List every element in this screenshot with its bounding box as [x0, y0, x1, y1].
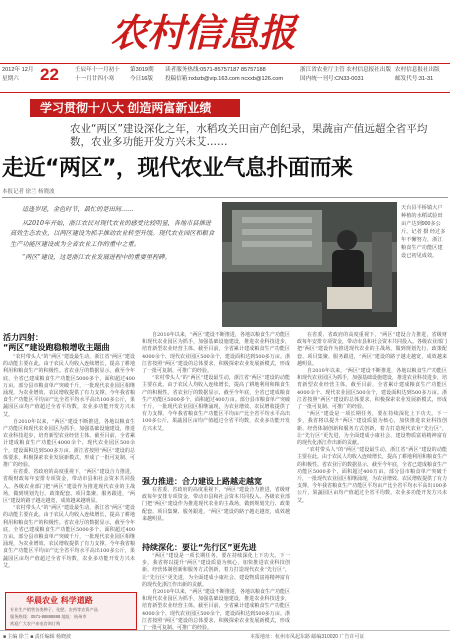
cn-number: 国内统一刊号:CN33-0031 [300, 76, 364, 82]
newspaper-title: 农村信息报 [110, 10, 296, 55]
ad-line: 服务热线：0571-88888888 地址：杭州市 [10, 614, 87, 619]
article-headline: 走近“两区”，现代农业气息扑面而来 [2, 156, 353, 181]
column-text: 在省委、省政府的高度重视下，“两区”建设合力推进，省级财政每年安排专项资金，带动市县和社会资本共同投入。各级农业部门把“两区”建设作为推进现代农业的主战场，做到规划先行、政策配套、项目集聚、服务跟进，“两区”建设的路子越走越宽，成效越来越明显。 [142, 487, 290, 522]
footer-address: 本报地址：杭州市凤起东路 邮编310020 广告许可证 [250, 634, 365, 640]
column-text: “农村带头人”的“两区”建设最生动，浙江省“两区”建设的动能主要在此。由于农民人均收入连续增长，提高了耕地利用和粮食生产的积极性。省农业厅的数据显示，截至今年底，全省已建成粮食生产功能区5000多个，面积超过400万亩。部分县市粮食单产突破千斤，一批现代农业园区相继涌现，为农业增效、农民增收提供了有力支撑。今年我省粮食生产功能区平均亩产比全省平均水平高出100多公斤，果蔬园区亩均产值超过全省平均数，农业多功能开发方兴未艾。 [3, 505, 135, 569]
submission-email: 投稿信箱:nxbzb@vip.163.com ncxxb@126.com [165, 76, 283, 82]
column-text: “两区”建设是一项长期任务，要在持续深化上下功夫。下一步，我省将以提升“两区”建设质量为核心，加快推进农业科技创新、经营体制创新和服务方式创新，着力打造现代农业“先行区”，让“先行区”更先进，为全面建成小康社会、建设物质富裕精神富有的现代化浙江作出新的贡献。 [142, 553, 290, 588]
divider [2, 197, 448, 198]
section-heading: 活力四射： [3, 333, 43, 342]
section-heading: 强力推进：合力建设上路越走越宽 [142, 477, 262, 486]
column-text: 自2010年以来，“两区”建设不断推进，各地以粮食生产功能区和现代农业园区为抓手，加强基础设施建设，推进农业科技进步，培育新型农业经营主体。截至目前，全省累计建成粮食生产功能区4000余个、现代农业园区500余个，建设面积达到500多万亩。浙江省按照“两区”建设的总体要求，积极探索农业发展新模式，形成了一批可复制、可推广的经验。 [142, 589, 290, 632]
masthead-info-bar [0, 63, 450, 93]
column-text: 在省委、省政府的高度重视下，“两区”建设合力推进，省级财政每年安排专项资金，带动市县和社会资本共同投入。各级农业部门把“两区”建设作为推进现代农业的主战场，做到规划先行、政策配套、项目集聚、服务跟进，“两区”建设的路子越走越宽，成效越来越明显。 [297, 332, 448, 367]
lunar-date: 壬辰年十一月初十 [75, 67, 120, 73]
column-text: “两区”建设是一项长期任务，要在持续深化上下功夫。下一步，我省将以提升“两区”建设质量为核心，加快推进农业科技创新、经营体制创新和服务方式创新，着力打造现代农业“先行区”，让“先行区”更先进，为全面建成小康社会、建设物质富裕精神富有的现代化浙江作出新的贡献。 [297, 411, 447, 447]
editorial-paragraph: 从2010年开始，浙江农民对现代农业的感受比较明显，各地市县推进高效生态农业，以两区建设为抓手推动农业转型升级。现代农业园区和粮食生产功能区建设成为全省农业工作的重中之重。 [10, 219, 215, 248]
column-text: “农村带头人”的“两区”建设最生动，浙江省“两区”建设的动能主要在此。由于农民人均收入连续增长，提高了耕地利用和粮食生产的积极性。省农业厅的数据显示，截至今年底，全省已建成粮食生产功能区5000多个，面积超过400万亩。部分县市粮食单产突破千斤，一批现代农业园区相继涌现，为农业增效、农民增收提供了有力支撑。今年我省粮食生产功能区平均亩产比全省平均水平高出100多公斤，果蔬园区亩均产值超过全省平均数，农业多功能开发方兴未艾。 [142, 375, 290, 432]
column-text: “农村带头人”的“两区”建设最生动，浙江省“两区”建设的动能主要在此。由于农民人均收入连续增长，提高了耕地利用和粮食生产的积极性。省农业厅的数据显示，截至今年底，全省已建成粮食生产功能区5000多个，面积超过400万亩。部分县市粮食单产突破千斤，一批现代农业园区相继涌现，为农业增效、农民增收提供了有力支撑。今年我省粮食生产功能区平均亩产比全省平均水平高出100多公斤，果蔬园区亩均产值超过全省平均数，农业多功能开发方兴未艾。 [297, 447, 448, 504]
editorial-paragraph: “两区”建设，这是浙江农业发展进程中的重要里程碑。 [22, 254, 171, 261]
section-heading: 持续深化：要让“先行区”更先进 [142, 543, 257, 552]
hotline: 读者服务热线:0571-85757187 85757188 [165, 67, 266, 73]
section-heading: “两区”建设跑稳粮增收主题曲 [3, 343, 110, 352]
ad-title: 华晨农业 科学道路 [26, 596, 93, 605]
column-text: 在省委、省政府的高度重视下，“两区”建设合力推进，省级财政每年安排专项资金，带动市县和社会资本共同投入。各级农业部门把“两区”建设作为推进现代农业的主战场，做到规划先行、政策配套、项目集聚、服务跟进，“两区”建设的路子越走越宽，成效越来越明显。 [3, 469, 135, 505]
article-column [3, 354, 135, 589]
page-footer [0, 630, 450, 641]
article-lead: 农业“两区”建设深化之年，水稻攻关田亩产创纪录，果蔬亩产值远超全省平均数，农业多功能开发方兴未艾…… [70, 123, 428, 148]
ad-line: 专业生产销售各类种子、化肥、农药等农资产品 [10, 607, 98, 612]
lunar-term: 十一月廿四小寒 [75, 76, 115, 82]
column-text: “农村带头人”的“两区”建设最生动，浙江省“两区”建设的动能主要在此。由于农民人均收入连续增长，提高了耕地利用和粮食生产的积极性。省农业厅的数据显示，截至今年底，全省已建成粮食生产功能区5000多个，面积超过400万亩。部分县市粮食单产突破千斤，一批现代农业园区相继涌现，为农业增效、农民增收提供了有力支撑。今年我省粮食生产功能区平均亩产比全省平均水平高出100多公斤，果蔬园区亩均产值超过全省平均数，农业多功能开发方兴未艾。 [3, 354, 135, 418]
issue-number: 第3019期 [130, 67, 154, 73]
year-label: 2012年 12月 [2, 67, 34, 73]
mail-number: 邮发代号:31-31 [395, 76, 434, 82]
weekday: 星期六 [2, 76, 19, 82]
article-column [142, 487, 290, 537]
publisher: 浙江省农业厅主管 农村信息报社出版 [300, 67, 392, 73]
advertisement[interactable] [5, 592, 137, 630]
column-text: 自2010年以来，“两区”建设不断推进，各地以粮食生产功能区和现代农业园区为抓手，加强基础设施建设，推进农业科技进步，培育新型农业经营主体。截至目前，全省累计建成粮食生产功能区4000余个、现代农业园区500余个，建设面积达到500多万亩。浙江省按照“两区”建设的总体要求，积极探索农业发展新模式，形成了一批可复制、可推广的经验。 [142, 332, 290, 375]
column-text: 自2010年以来，“两区”建设不断推进，各地以粮食生产功能区和现代农业园区为抓手，加强基础设施建设，推进农业科技进步，培育新型农业经营主体。截至目前，全省累计建成粮食生产功能区4000余个、现代农业园区500余个，建设面积达到500多万亩。浙江省按照“两区”建设的总体要求，积极探索农业发展新模式，形成了一批可复制、可推广的经验。 [3, 418, 135, 469]
mail-code: 农村信息报社出版 [395, 67, 440, 73]
column-text: 自2010年以来，“两区”建设不断推进，各地以粮食生产功能区和现代农业园区为抓手，加强基础设施建设，推进农业科技进步，培育新型农业经营主体。截至目前，全省累计建成粮食生产功能区4000余个、现代农业园区500余个，建设面积达到500多万亩。浙江省按照“两区”建设的总体要求，积极探索农业发展新模式，形成了一批可复制、可推广的经验。 [297, 368, 448, 411]
page-count: 今日16版 [130, 76, 154, 82]
ad-line: 欢迎广大农户来电咨询订购 [10, 621, 61, 626]
editorial-intro [10, 205, 215, 267]
day-number: 22 [40, 65, 59, 84]
photo-caption: 天台县平桥镇大户种植的水稻试验田亩产达到900多公斤。记者 摄 经过多年不懈努力，浙江粮食生产功能区建设已初见成效。 [401, 205, 446, 259]
article-column [142, 332, 290, 472]
article-byline: 本报记者 徐兰 杨晓波 [2, 189, 55, 195]
farm-photo [222, 202, 397, 327]
editorial-paragraph: 适逢岁尾，金色时节，最忙的是田间…… [22, 206, 134, 213]
article-column [297, 332, 447, 628]
article-column [142, 553, 290, 632]
footer-editors: ■ 主编 徐兰 ■ 责任编辑 杨晓波 [3, 634, 71, 640]
theme-banner: 学习贯彻十八大 创造两富新业绩 [30, 99, 240, 117]
